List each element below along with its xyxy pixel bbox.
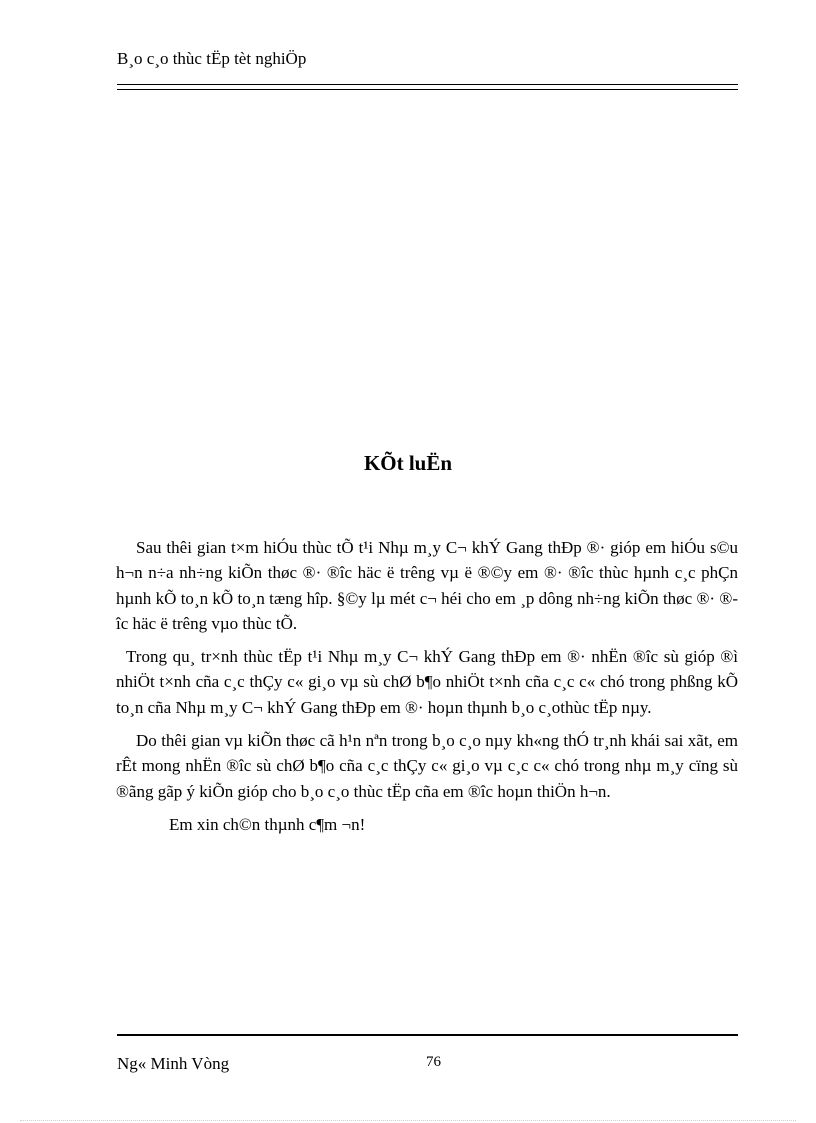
paragraph-3: Do thêi gian vµ kiÕn thøc cã h¹n nªn trong b¸o c¸o nµy kh«ng thÓ tr¸nh khái sai xãt, em rÊt mong nhËn ®îc sù chØ b¶o cña c¸c thÇy c« gi¸o vµ c¸c c« chó trong nhµ m¸y cïng sù ®ãng gãp ý kiÕn gióp cho b¸o c¸o thùc tËp cña em ®îc hoµn thiÖn h¬n. bbox=[116, 731, 738, 801]
page-number: 76 bbox=[426, 1054, 441, 1070]
page-header-title: B¸o c¸o thùc tËp tèt nghiÖp bbox=[117, 49, 307, 68]
paragraph-1: Sau thêi gian t×m hiÓu thùc tÕ t¹i Nhµ m¸y C¬ khÝ Gang thÐp ®· gióp em hiÓu s©u h¬n n÷a nh÷ng kiÕn thøc ®· ®îc häc ë trêng vµ ë ®©y em ®· ®îc thùc hµnh c¸c phÇn hµnh kÕ to¸n kÕ to¸n tæng hîp. §©y lµ mét c¬ héi cho em ¸p dông nh÷ng kiÕn thøc ®· ®îc häc ë trêng vµo thùc tÕ. bbox=[116, 538, 738, 633]
footer-author: Ng« Minh Vòng bbox=[117, 1054, 230, 1073]
body-text bbox=[116, 535, 738, 837]
header-divider-top bbox=[117, 84, 738, 85]
bottom-dotted-border bbox=[20, 1120, 796, 1121]
section-heading: KÕt luËn bbox=[363, 451, 453, 475]
closing-line: Em xin ch©n thµnh c¶m ¬n! bbox=[169, 814, 366, 834]
header-divider-bottom bbox=[117, 89, 738, 90]
footer-divider bbox=[117, 1034, 738, 1036]
paragraph-2: Trong qu¸ tr×nh thùc tËp t¹i Nhµ m¸y C¬ khÝ Gang thÐp em ®· nhËn ®îc sù gióp ®ì nhiÖt t×nh cña c¸c thÇy c« gi¸o vµ sù chØ b¶o nhiÖt t×nh cña c¸c c« chó trong phßng kÕ to¸n cña Nhµ m¸y C¬ khÝ Gang thÐp em ®· hoµn thµnh b¸o c¸othùc tËp nµy. bbox=[116, 647, 738, 717]
